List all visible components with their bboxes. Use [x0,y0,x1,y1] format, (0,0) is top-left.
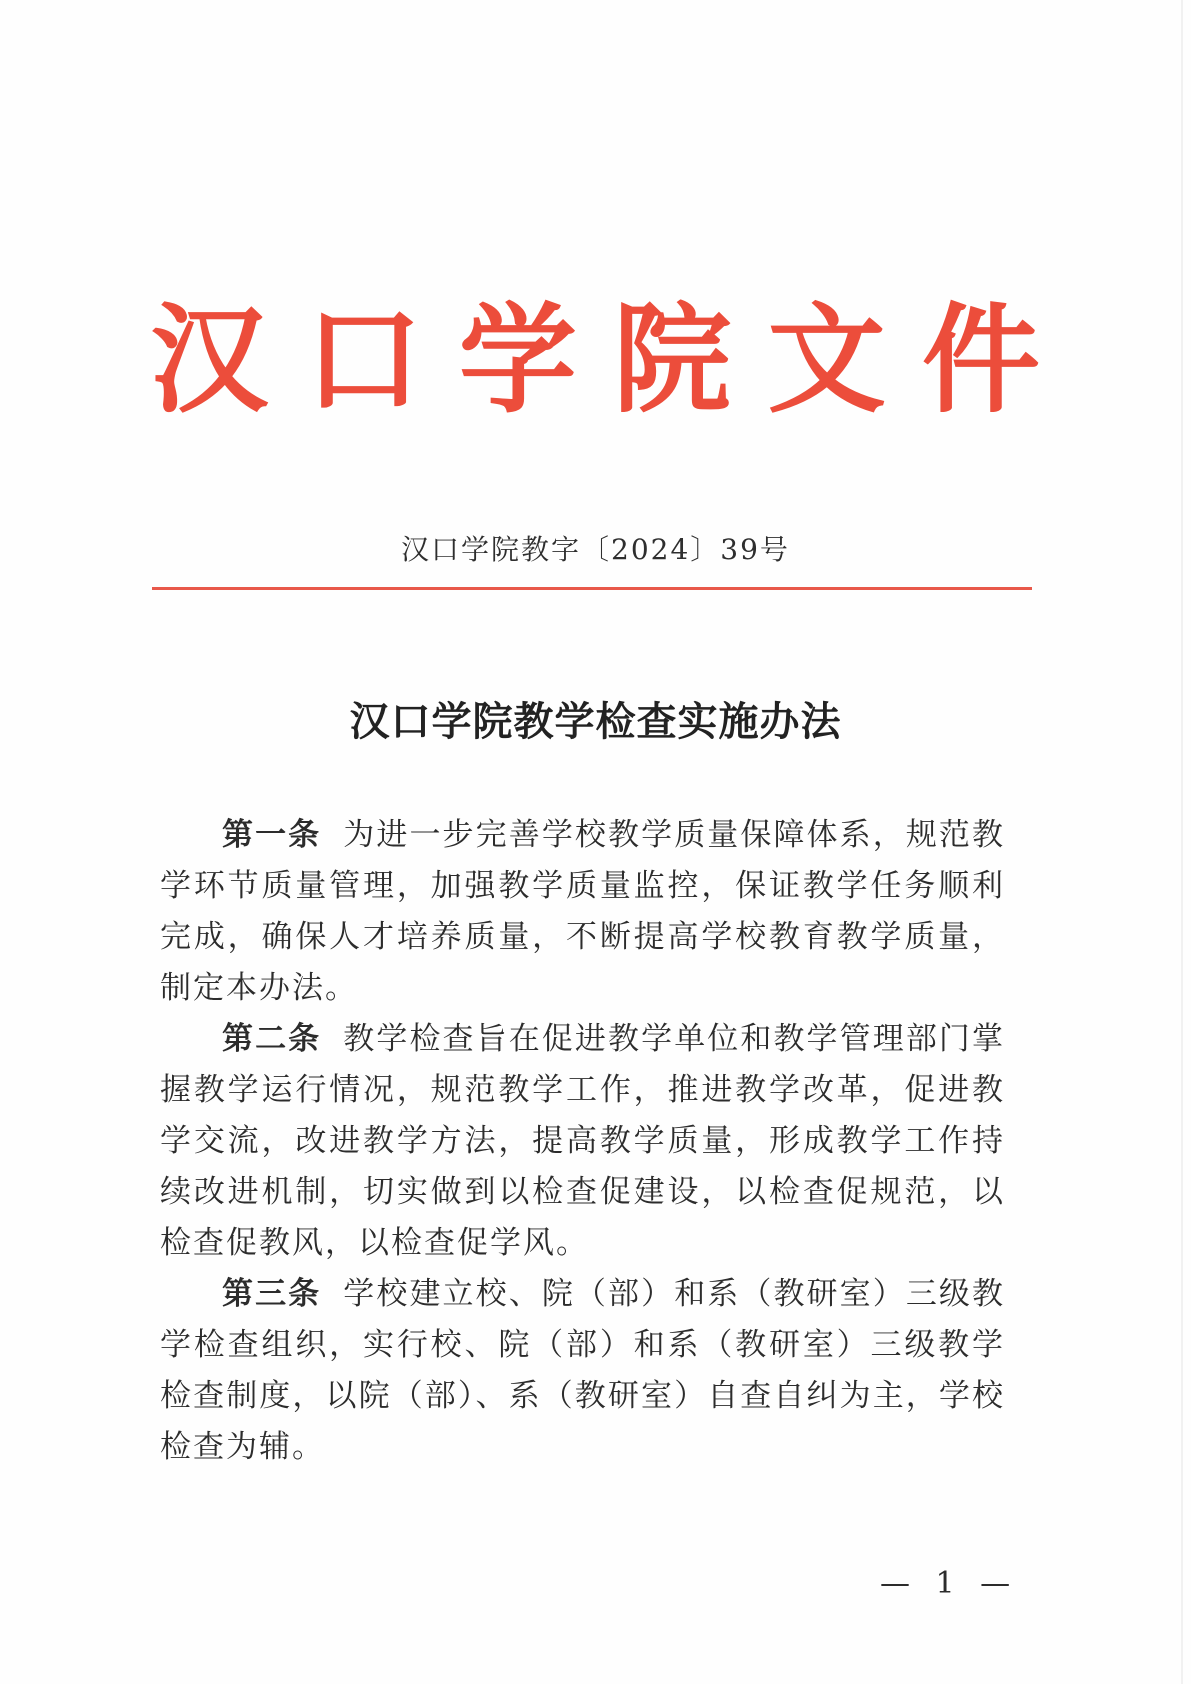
article-1 [160,810,1005,1014]
scan-edge [1181,0,1183,1684]
article-label: 第一条 [222,817,322,853]
header-char: 文 [767,290,886,429]
article-text: 教学检查旨在促进教学单位和教学管理部门掌握教学运行情况，规范教学工作，推进教学改革，促进教学交流，改进教学方法，提高教学质量，形成教学工作持续改进机制，切实做到以检查促建设，以检查促规范，以检查促教风，以检查促学风。 [160,1021,1006,1261]
header-divider [152,587,1032,590]
document-number: 汉口学院教字〔2024〕39号 [401,533,790,566]
article-label: 第三条 [222,1276,322,1312]
article-2 [160,1014,1005,1269]
header-char: 件 [921,290,1040,429]
document-title: 汉口学院教学检查实施办法 [349,698,842,745]
header-char: 汉 [150,290,269,429]
article-text: 学校建立校、院（部）和系（教研室）三级教学检查组织，实行校、院（部）和系（教研室）三级教学检查制度，以院（部）、系（教研室）自查自纠为主，学校检查为辅。 [160,1276,1006,1465]
article-label: 第二条 [222,1021,322,1057]
page-number: — 1 — [880,1566,1019,1601]
article-3 [160,1269,1005,1473]
document-header [150,290,1040,430]
document-body [160,810,1005,1473]
header-char: 学 [458,290,577,429]
header-char: 院 [613,290,732,429]
article-text: 为进一步完善学校教学质量保障体系，规范教学环节质量管理，加强教学质量监控，保证教学任务顺利完成，确保人才培养质量，不断提高学校教育教学质量，制定本办法。 [160,817,1006,1006]
header-char: 口 [304,290,423,429]
